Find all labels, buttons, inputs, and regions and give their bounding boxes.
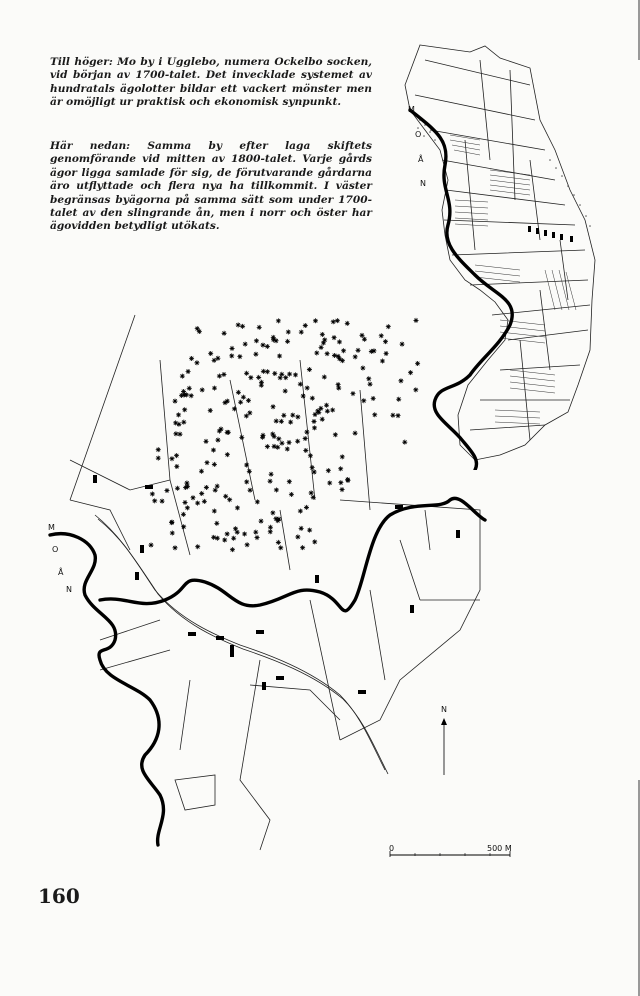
forest-tree-icon: [287, 372, 292, 377]
forest-tree-icon: [211, 535, 216, 540]
forest-tree-icon: [204, 439, 209, 444]
forest-tree-icon: [380, 359, 385, 364]
forest-tree-icon: [222, 331, 227, 336]
page-number: 160: [38, 884, 80, 908]
forest-tree-icon: [398, 378, 403, 383]
forest-tree-icon: [372, 412, 377, 417]
forest-tree-icon: [321, 340, 326, 345]
forest-tree-icon: [310, 396, 315, 401]
forest-tree-icon: [186, 369, 191, 374]
forest-tree-icon: [256, 375, 261, 380]
forest-tree-icon: [332, 353, 337, 358]
forest-tree-icon: [150, 491, 155, 496]
forest-tree-icon: [169, 520, 174, 525]
forest-tree-icon: [241, 395, 246, 400]
map-1800s-road: [95, 515, 385, 770]
map-1800s: [40, 300, 520, 860]
forest-tree-icon: [202, 499, 207, 504]
forest-tree-icon: [353, 354, 358, 359]
forest-tree-icon: [298, 382, 303, 387]
forest-tree-icon: [237, 354, 242, 359]
forest-tree-icon: [283, 389, 288, 394]
forest-tree-icon: [244, 463, 249, 468]
forest-tree-icon: [215, 484, 220, 489]
forest-tree-icon: [182, 407, 187, 412]
forest-tree-icon: [212, 462, 217, 467]
forest-tree-icon: [222, 537, 227, 542]
map-1800s-fields: [70, 315, 480, 850]
forest-tree-icon: [181, 524, 186, 529]
forest-tree-icon: [215, 536, 220, 541]
forest-tree-icon: [279, 419, 284, 424]
forest-tree-icon: [238, 400, 243, 405]
forest-tree-icon: [340, 454, 345, 459]
forest-tree-icon: [242, 531, 247, 536]
forest-tree-icon: [305, 385, 310, 390]
forest-tree-icon: [265, 444, 270, 449]
forest-tree-icon: [368, 382, 373, 387]
forest-tree-icon: [310, 465, 315, 470]
forest-tree-icon: [173, 399, 178, 404]
forest-tree-icon: [174, 453, 179, 458]
forest-tree-icon: [195, 326, 200, 331]
forest-tree-icon: [415, 361, 420, 366]
forest-tree-icon: [278, 375, 283, 380]
forest-tree-icon: [345, 321, 350, 326]
forest-tree-icon: [299, 526, 304, 531]
forest-tree-icon: [255, 499, 260, 504]
map-1800s-river-letter: M: [48, 523, 55, 532]
forest-tree-icon: [189, 393, 194, 398]
forest-tree-icon: [215, 438, 220, 443]
forest-tree-icon: [383, 339, 388, 344]
forest-tree-icon: [217, 429, 222, 434]
forest-tree-icon: [320, 332, 325, 337]
forest-tree-icon: [360, 366, 365, 371]
forest-tree-icon: [270, 432, 275, 437]
forest-tree-icon: [283, 375, 288, 380]
forest-tree-icon: [191, 495, 196, 500]
forest-tree-icon: [225, 399, 230, 404]
forest-tree-icon: [208, 351, 213, 356]
forest-tree-icon: [194, 360, 199, 365]
forest-tree-icon: [211, 448, 216, 453]
forest-tree-icon: [285, 446, 290, 451]
forest-tree-icon: [309, 490, 314, 495]
map-1700s-river-letter: M: [408, 105, 415, 114]
forest-tree-icon: [330, 408, 335, 413]
forest-tree-icon: [225, 531, 230, 536]
forest-tree-icon: [308, 453, 313, 458]
forest-tree-icon: [307, 367, 312, 372]
forest-tree-icon: [353, 431, 358, 436]
forest-tree-icon: [285, 339, 290, 344]
forest-tree-icon: [261, 433, 266, 438]
map-1800s-river-letter: N: [66, 585, 72, 594]
map-1700s-river-letter: O: [415, 130, 422, 139]
forest-tree-icon: [299, 330, 304, 335]
forest-tree-icon: [295, 534, 300, 539]
forest-tree-icon: [290, 413, 295, 418]
forest-tree-icon: [304, 505, 309, 510]
forest-tree-icon: [313, 318, 318, 323]
forest-tree-icon: [195, 544, 200, 549]
forest-tree-icon: [335, 318, 340, 323]
map-1700s-farmsteads: [528, 226, 573, 242]
forest-tree-icon: [333, 432, 338, 437]
forest-tree-icon: [195, 501, 200, 506]
forest-tree-icon: [260, 343, 265, 348]
forest-tree-icon: [269, 472, 274, 477]
forest-tree-icon: [204, 485, 209, 490]
forest-tree-icon: [390, 413, 395, 418]
forest-tree-icon: [366, 376, 371, 381]
forest-tree-icon: [229, 353, 234, 358]
forest-tree-icon: [181, 389, 186, 394]
forest-tree-icon: [248, 488, 253, 493]
forest-tree-icon: [384, 351, 389, 356]
forest-tree-icon: [314, 350, 319, 355]
forest-tree-icon: [288, 420, 293, 425]
forest-tree-icon: [240, 324, 245, 329]
forest-tree-icon: [180, 374, 185, 379]
forest-tree-icon: [149, 543, 154, 548]
forest-tree-icon: [187, 386, 192, 391]
forest-tree-icon: [246, 398, 251, 403]
forest-tree-icon: [253, 530, 258, 535]
forest-tree-icon: [173, 420, 178, 425]
forest-tree-icon: [231, 536, 236, 541]
forest-tree-icon: [279, 441, 284, 446]
forest-tree-icon: [244, 371, 249, 376]
forest-tree-icon: [319, 345, 324, 350]
map-1700s-river-letter: Å: [418, 155, 424, 164]
forest-tree-icon: [312, 419, 317, 424]
map-1800s-river-letter: Å: [58, 568, 64, 577]
forest-tree-icon: [156, 447, 161, 452]
forest-tree-icon: [199, 491, 204, 496]
forest-tree-icon: [205, 460, 210, 465]
forest-tree-icon: [217, 374, 222, 379]
forest-tree-icon: [272, 371, 277, 376]
forest-tree-icon: [214, 521, 219, 526]
forest-tree-icon: [276, 436, 281, 441]
forest-tree-icon: [287, 479, 292, 484]
forest-tree-icon: [301, 393, 306, 398]
forest-tree-icon: [232, 406, 237, 411]
forest-tree-icon: [312, 470, 317, 475]
forest-tree-icon: [408, 370, 413, 375]
forest-tree-icon: [312, 539, 317, 544]
forest-tree-icon: [235, 505, 240, 510]
forest-tree-icon: [223, 494, 228, 499]
forest-tree-icon: [341, 348, 346, 353]
north-arrow: [441, 705, 447, 775]
forest-tree-icon: [300, 545, 305, 550]
forest-tree-icon: [325, 351, 330, 356]
forest-tree-icon: [396, 397, 401, 402]
forest-tree-icon: [274, 487, 279, 492]
forest-tree-icon: [152, 498, 157, 503]
forest-tree-icon: [181, 512, 186, 517]
forest-tree-icon: [331, 319, 336, 324]
caption-below: Här nedan: Samma by efter laga skiftets genomförande vid mitten av 1800-talet. Varje gårds ägor ligga samlade för sig, de förutvarande gårdarna äro utflyttade och flera nya ha tillkommit. I väster begränsas byägorna på samma sätt som under 1700-talet av den slingrande ån, men i norr och öster har ägovidden betydligt utökats.: [50, 140, 372, 233]
forest-tree-icon: [274, 419, 279, 424]
forest-tree-icon: [212, 386, 217, 391]
forest-tree-icon: [413, 318, 418, 323]
forest-tree-icon: [174, 464, 179, 469]
forest-tree-icon: [359, 333, 364, 338]
forest-tree-icon: [248, 375, 253, 380]
forest-tree-icon: [181, 420, 186, 425]
forest-tree-icon: [227, 497, 232, 502]
forest-tree-icon: [340, 487, 345, 492]
forest-tree-icon: [173, 545, 178, 550]
forest-tree-icon: [268, 479, 273, 484]
forest-tree-icon: [212, 509, 217, 514]
forest-tree-icon: [176, 412, 181, 417]
forest-tree-icon: [324, 403, 329, 408]
forest-tree-icon: [235, 530, 240, 535]
forest-tree-icon: [345, 477, 350, 482]
forest-tree-icon: [327, 480, 332, 485]
forest-tree-icon: [325, 409, 330, 414]
forest-tree-icon: [402, 440, 407, 445]
forest-tree-icon: [265, 344, 270, 349]
north-arrow-label: N: [441, 705, 447, 714]
forest-tree-icon: [259, 380, 264, 385]
forest-tree-icon: [185, 505, 190, 510]
forest-tree-icon: [413, 387, 418, 392]
forest-tree-icon: [371, 348, 376, 353]
forest-tree-icon: [244, 479, 249, 484]
forest-tree-icon: [170, 531, 175, 536]
forest-tree-icon: [338, 466, 343, 471]
forest-tree-icon: [338, 480, 343, 485]
forest-tree-icon: [175, 486, 180, 491]
forest-tree-icon: [361, 398, 366, 403]
scale-start: 0: [389, 844, 395, 853]
forest-tree-icon: [164, 488, 169, 493]
forest-tree-icon: [362, 337, 367, 342]
forest-tree-icon: [396, 413, 401, 418]
forest-tree-icon: [312, 425, 317, 430]
forest-tree-icon: [259, 519, 264, 524]
forest-tree-icon: [320, 417, 325, 422]
forest-tree-icon: [265, 369, 270, 374]
forest-tree-icon: [293, 372, 298, 377]
caption-right: Till höger: Mo by i Ugglebo, numera Ockelbo socken, vid början av 1700-talet. Det invecklade systemet av hundratals ägolotter bildar ett vackert mönster men är omöjligt ur praktisk och ekonomisk synpunkt.: [50, 56, 372, 109]
forest-tree-icon: [303, 323, 308, 328]
forest-tree-icon: [236, 322, 241, 327]
map-1800s-river: [50, 498, 485, 845]
forest-tree-icon: [247, 410, 252, 415]
forest-tree-icon: [257, 325, 262, 330]
forest-tree-icon: [278, 545, 283, 550]
forest-tree-icon: [156, 456, 161, 461]
forest-tree-icon: [184, 481, 189, 486]
map-1700s-river-letter: N: [420, 179, 426, 188]
forest-tree-icon: [311, 495, 316, 500]
forest-tree-icon: [268, 525, 273, 530]
scale-end: 500 M: [487, 844, 512, 853]
forest-tree-icon: [276, 540, 281, 545]
forest-tree-icon: [371, 396, 376, 401]
forest-tree-icon: [322, 375, 327, 380]
forest-tree-icon: [337, 339, 342, 344]
forest-tree-icon: [208, 408, 213, 413]
forest-tree-icon: [253, 352, 258, 357]
forest-tree-icon: [254, 338, 259, 343]
map-1800s-forest: [149, 318, 421, 552]
forest-tree-icon: [272, 444, 277, 449]
forest-tree-icon: [332, 335, 337, 340]
forest-tree-icon: [277, 354, 282, 359]
forest-tree-icon: [239, 435, 244, 440]
map-1800s-river-letter: O: [52, 545, 59, 554]
forest-tree-icon: [326, 468, 331, 473]
forest-tree-icon: [336, 386, 341, 391]
forest-tree-icon: [271, 337, 276, 342]
forest-tree-icon: [199, 469, 204, 474]
scale-bar: [389, 844, 512, 857]
forest-tree-icon: [230, 547, 235, 552]
forest-tree-icon: [340, 358, 345, 363]
forest-tree-icon: [286, 329, 291, 334]
forest-tree-icon: [304, 430, 309, 435]
forest-tree-icon: [173, 431, 178, 436]
forest-tree-icon: [356, 348, 361, 353]
forest-tree-icon: [350, 391, 355, 396]
forest-tree-icon: [318, 406, 323, 411]
forest-tree-icon: [276, 318, 281, 323]
forest-tree-icon: [225, 452, 230, 457]
forest-tree-icon: [215, 356, 220, 361]
forest-tree-icon: [245, 542, 250, 547]
forest-tree-icon: [289, 492, 294, 497]
forest-tree-icon: [268, 529, 273, 534]
forest-tree-icon: [287, 440, 292, 445]
forest-tree-icon: [281, 413, 286, 418]
forest-tree-icon: [303, 436, 308, 441]
forest-tree-icon: [189, 356, 194, 361]
forest-tree-icon: [400, 342, 405, 347]
forest-tree-icon: [243, 342, 248, 347]
forest-tree-icon: [295, 414, 300, 419]
forest-tree-icon: [295, 439, 300, 444]
forest-tree-icon: [225, 430, 230, 435]
forest-tree-icon: [307, 528, 312, 533]
forest-tree-icon: [183, 500, 188, 505]
forest-tree-icon: [200, 387, 205, 392]
forest-tree-icon: [271, 404, 276, 409]
forest-tree-icon: [275, 445, 280, 450]
forest-tree-icon: [386, 324, 391, 329]
forest-tree-icon: [230, 346, 235, 351]
forest-tree-icon: [270, 510, 275, 515]
forest-tree-icon: [221, 372, 226, 377]
forest-tree-icon: [303, 448, 308, 453]
forest-tree-icon: [169, 456, 174, 461]
forest-tree-icon: [236, 390, 241, 395]
forest-tree-icon: [255, 535, 260, 540]
forest-tree-icon: [276, 517, 281, 522]
forest-tree-icon: [247, 469, 252, 474]
forest-tree-icon: [298, 509, 303, 514]
forest-tree-icon: [379, 333, 384, 338]
forest-tree-icon: [160, 499, 165, 504]
